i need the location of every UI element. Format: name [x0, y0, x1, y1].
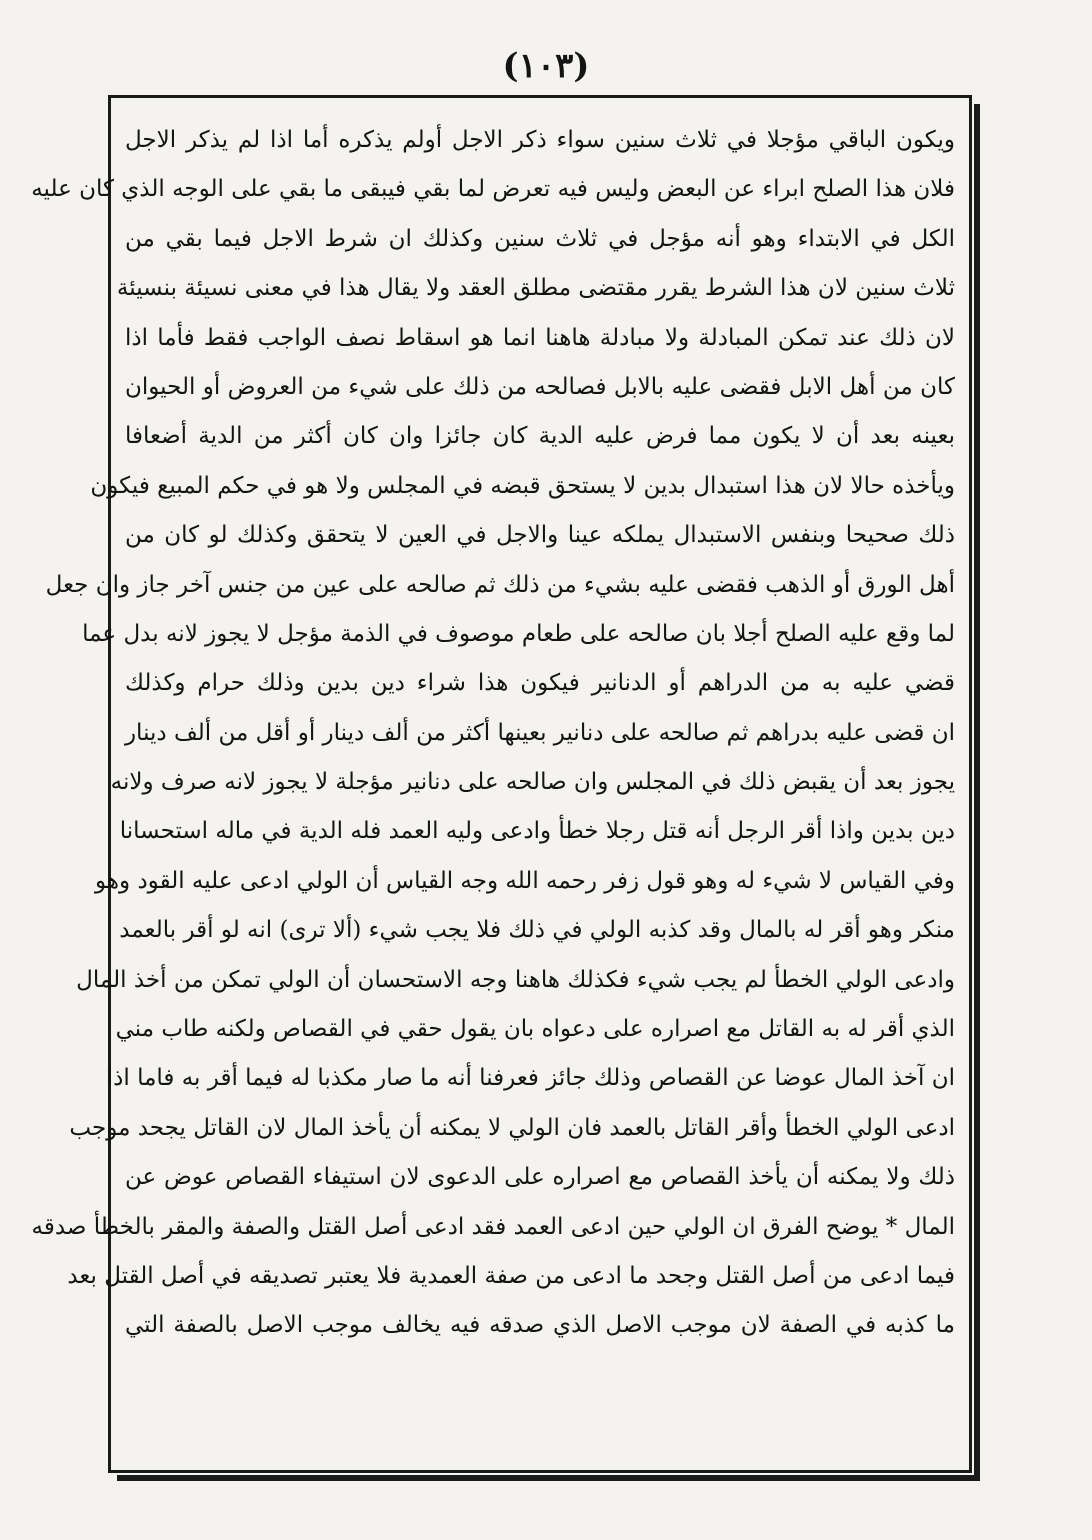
- text-line: الكل في الابتداء وهو أنه مؤجل في ثلاث سنين وكذلك ان شرط الاجل فيما بقي من: [125, 225, 955, 252]
- text-line: أهل الورق أو الذهب فقضى عليه بشيء من ذلك ثم صالحه على عين من جنس آخر جاز وان جعل: [45, 571, 955, 598]
- text-line: يجوز بعد أن يقبض ذلك في المجلس وان صالحه على دنانير مؤجلة لا يجوز لانه صرف ولانه: [110, 769, 955, 796]
- text-line: ذلك صحيحا وبنفس الاستبدال يملكه عينا والاجل في العين لا يتحقق وكذلك لو كان من: [125, 522, 955, 549]
- text-line: المال * يوضح الفرق ان الولي حين ادعى العمد فقد ادعى أصل القتل والصفة والمقر بالخطأ صدقه: [31, 1213, 955, 1240]
- text-line: كان من أهل الابل فقضى عليه بالابل فصالحه من ذلك على شيء من العروض أو الحيوان: [125, 373, 955, 400]
- text-body: [31, 116, 955, 1351]
- text-line: الذي أقر له به القاتل مع اصراره على دعواه بان يقول حقي في القصاص ولكنه طاب مني: [115, 1016, 955, 1043]
- text-line: ان قضى عليه بدراهم ثم صالحه على دنانير بعينها أكثر من ألف دينار أو أقل من ألف دينار: [124, 719, 955, 746]
- text-line: قضي عليه به من الدراهم أو الدنانير فيكون هذا شراء دين بدين وذلك حرام وكذلك: [125, 670, 955, 697]
- text-line: ذلك ولا يمكنه أن يأخذ القصاص مع اصراره على الدعوى لان استيفاء القصاص عوض عن: [125, 1164, 955, 1191]
- text-line: منكر وهو أقر له بالمال وقد كذبه الولي في ذلك فلا يجب شيء (ألا ترى) انه لو أقر بالعمد: [119, 917, 955, 944]
- text-line: ادعى الولي الخطأ وأقر القاتل بالعمد فان الولي لا يمكنه أن يأخذ المال لان القاتل يجحد موجب: [69, 1114, 955, 1141]
- text-line: ان آخذ المال عوضا عن القصاص وذلك جائز فعرفنا أنه ما صار مكذبا له فيما أقر به فاما اذا: [106, 1065, 955, 1092]
- text-line: ويكون الباقي مؤجلا في ثلاث سنين سواء ذكر الاجل أولم يذكره أما اذا لم يذكر الاجل: [125, 127, 955, 153]
- page-number: (١٠٣): [502, 46, 590, 86]
- text-frame: [31, 95, 972, 1473]
- text-line: ويأخذه حالا لان هذا استبدال بدين لا يستحق قبضه في المجلس ولا هو في حكم المبيع فيكون: [90, 472, 955, 499]
- text-line: فلان هذا الصلح ابراء عن البعض وليس فيه تعرض لما بقي فيبقى ما بقي على الوجه الذي كان عليه: [31, 176, 955, 203]
- text-line: وفي القياس لا شيء له وهو قول زفر رحمه الله وجه القياس أن الولي ادعى عليه القود وهو: [95, 867, 955, 894]
- text-line: لما وقع عليه الصلح أجلا بان صالحه على طعام موصوف في الذمة مؤجل لا يجوز لانه بدل عما: [82, 620, 955, 647]
- text-line: ثلاث سنين لان هذا الشرط يقرر مقتضى مطلق العقد ولا يقال هذا في معنى نسيئة بنسيئة: [116, 275, 955, 302]
- text-line: فيما ادعى من أصل القتل وجحد ما ادعى من صفة العمدية فلا يعتبر تصديقه في أصل القتل بعد: [67, 1262, 955, 1289]
- text-line: دين بدين واذا أقر الرجل أنه قتل رجلا خطأ وادعى وليه العمد فله الدية في ماله استحسانا: [119, 818, 955, 845]
- text-line: لان ذلك عند تمكن المبادلة ولا مبادلة هاهنا انما هو اسقاط نصف الواجب فقط فأما اذا: [125, 324, 955, 351]
- text-line: بعينه بعد أن لا يكون مما فرض عليه الدية كان جائزا وان كان أكثر من الدية أضعافا: [125, 423, 955, 450]
- text-line: وادعى الولي الخطأ لم يجب شيء فكذلك هاهنا وجه الاستحسان أن الولي تمكن من أخذ المال: [76, 966, 955, 993]
- text-line: ما كذبه في الصفة لان موجب الاصل الذي صدقه فيه يخالف موجب الاصل بالصفة التي: [125, 1312, 955, 1339]
